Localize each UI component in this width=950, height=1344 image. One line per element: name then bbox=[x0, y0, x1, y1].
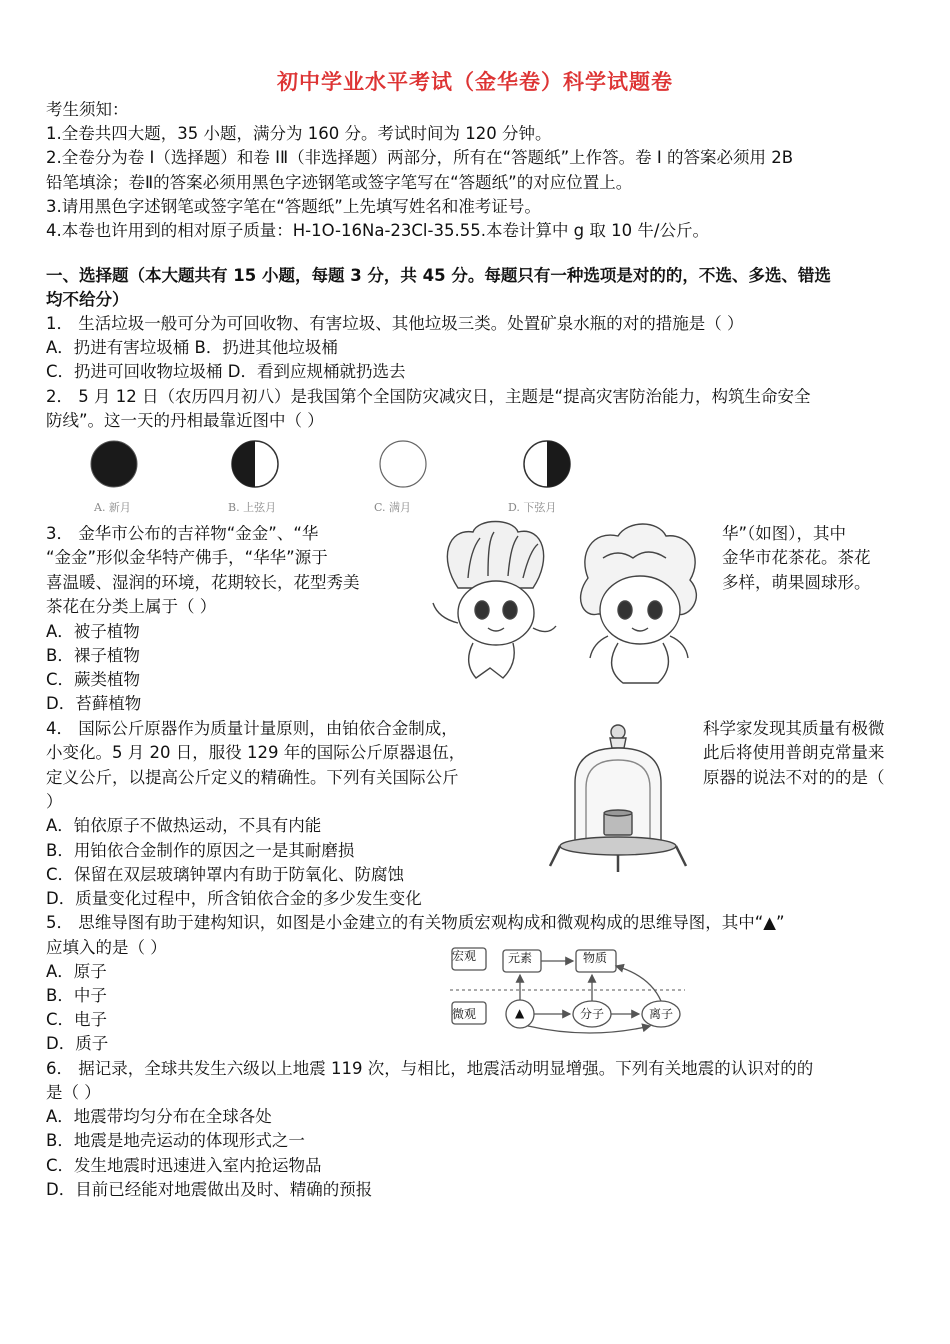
q5-option: A．原子 bbox=[46, 962, 107, 981]
moon-phases-figure bbox=[85, 440, 585, 490]
ion-label: 离子 bbox=[649, 1007, 674, 1021]
notice-line: 3.请用黑色字述钢笔或签字笔在“答题纸”上先填写姓名和准考证号。 bbox=[46, 197, 541, 216]
q1-stem: 1． 生活垃圾一般可分为可回收物、有害垃圾、其他垃圾三类。处置矿泉水瓶的对的措施是（ ） bbox=[46, 314, 744, 333]
new-moon bbox=[91, 441, 137, 487]
macro-label: 宏观 bbox=[452, 949, 477, 963]
notice-heading: 考生须知： bbox=[46, 100, 129, 119]
section-heading: 一、选择题（本大题共有 15 小题，每题 3 分，共 45 分。每题只有一种选项是对的的，不选、多选、错选 bbox=[46, 266, 831, 285]
moon-label: A. 新月 bbox=[94, 501, 131, 514]
q3-option: C．蕨类植物 bbox=[46, 670, 141, 689]
q5-option: D．质子 bbox=[46, 1034, 109, 1053]
q3-option: B．裸子植物 bbox=[46, 646, 140, 665]
micro-label: 微观 bbox=[452, 1007, 477, 1021]
q2-stem: 2． 5 月 12 日（农历四月初八）是我国第个全国防灾减灾日，主题是“提高灾害防治能力，构筑生命安全 bbox=[46, 387, 811, 406]
triangle-label: ▲ bbox=[515, 1006, 525, 1020]
q4-stem: 科学家发现其质量有极微 bbox=[703, 719, 885, 738]
q1-options-cd: C．扔进可回收物垃圾桶 D．看到应规桶就扔选去 bbox=[46, 362, 406, 381]
q2-stem: 防线”。这一天的丹相最靠近图中（ ） bbox=[46, 411, 324, 430]
q6-stem: 6． 据记录，全球共发生六级以上地震 119 次，与相比，地震活动明显增强。下列有关地震的认识对的的 bbox=[46, 1059, 814, 1078]
notice-line: 4.本卷也许用到的相对原子质量：H-1O-16Na-23Cl-35.55.本卷计算中 g 取 10 牛/公斤。 bbox=[46, 221, 709, 240]
q3-option: A．被子植物 bbox=[46, 622, 140, 641]
q4-option: B．用铂依合金制作的原因之一是其耐磨损 bbox=[46, 841, 355, 860]
q3-stem: 3． 金华市公布的吉祥物“金金”、“华 bbox=[46, 524, 319, 543]
q4-option: D．质量变化过程中，所含铂依合金的多少发生变化 bbox=[46, 889, 422, 908]
last-quarter-moon bbox=[524, 441, 570, 487]
q6-option: C．发生地震时迅速进入室内抢运物品 bbox=[46, 1156, 322, 1175]
notice-line: 2.全卷分为卷 I（选择题）和卷 IⅡ（非选择题）两部分，所有在“答题纸”上作答。卷 I 的答案必须用 2B bbox=[46, 148, 794, 167]
moon-label: C. 满月 bbox=[374, 501, 412, 514]
q5-stem: 应填入的是（ ） bbox=[46, 938, 167, 957]
moon-label: B. 上弦月 bbox=[228, 501, 277, 514]
q4-stem: 4． 国际公斤原器作为质量计量原则，由铂依合金制成， bbox=[46, 719, 458, 738]
mascots-illustration bbox=[418, 518, 708, 698]
q5-option: B．中子 bbox=[46, 986, 107, 1005]
q3-stem: 多样，萌果圆球形。 bbox=[722, 573, 871, 592]
q3-stem: “金金”形似金华特产佛手，“华华”源于 bbox=[46, 548, 328, 567]
q3-option: D．苔藓植物 bbox=[46, 694, 142, 713]
jinjin-mascot bbox=[433, 522, 556, 679]
full-moon bbox=[380, 441, 426, 487]
notice-line: 1.全卷共四大题，35 小题，满分为 160 分。考试时间为 120 分钟。 bbox=[46, 124, 552, 143]
q4-option: C．保留在双层玻璃钟罩内有助于防氧化、防腐蚀 bbox=[46, 865, 405, 884]
matter-label: 物质 bbox=[583, 951, 608, 965]
q1-options-ab: A．扔进有害垃圾桶 B．扔进其他垃圾桶 bbox=[46, 338, 338, 357]
q6-option: A．地震带均匀分布在全球各处 bbox=[46, 1107, 272, 1126]
section-heading: 均不给分） bbox=[46, 290, 129, 309]
q6-stem: 是（ ） bbox=[46, 1083, 101, 1102]
q6-option: B．地震是地壳运动的体现形式之一 bbox=[46, 1131, 305, 1150]
molecule-label: 分子 bbox=[580, 1007, 605, 1021]
notice-line: 铅笔填涂；卷Ⅱ的答案必须用黑色字迹钢笔或签字笔写在“答题纸”的对应位置上。 bbox=[46, 173, 633, 192]
q4-stem: 原器的说法不对的的是（ bbox=[703, 768, 885, 787]
kilogram-prototype-figure bbox=[540, 718, 690, 878]
exam-title: 初中学业水平考试（金华卷）科学试题卷 bbox=[277, 70, 673, 94]
huahua-mascot bbox=[581, 524, 697, 683]
moon-label: D. 下弦月 bbox=[508, 501, 557, 514]
element-label: 元素 bbox=[508, 951, 533, 965]
first-quarter-moon bbox=[232, 441, 278, 487]
q4-stem: ） bbox=[46, 792, 63, 811]
q5-stem: 5． 思维导图有助于建构知识，如图是小金建立的有关物质宏观构成和微观构成的思维导图，其中“▲” bbox=[46, 913, 785, 932]
q3-stem: 华”（如图），其中 bbox=[722, 524, 847, 543]
q3-stem: 茶花在分类上属于（ ） bbox=[46, 597, 217, 616]
q4-option: A．铂依原子不做热运动，不具有内能 bbox=[46, 816, 322, 835]
q6-option: D．目前已经能对地震做出及时、精确的预报 bbox=[46, 1180, 373, 1199]
q4-stem: 小变化。5 月 20 日，服役 129 年的国际公斤原器退伍， bbox=[46, 743, 466, 762]
q4-stem: 定义公斤，以提高公斤定义的精确性。下列有关国际公斤 bbox=[46, 768, 459, 787]
q3-stem: 喜温暖、湿润的环境，花期较长，花型秀美 bbox=[46, 573, 360, 592]
mind-map-diagram bbox=[440, 944, 690, 1036]
q5-option: C．电子 bbox=[46, 1010, 108, 1029]
q4-stem: 此后将使用普朗克常量来 bbox=[703, 743, 885, 762]
q3-stem: 金华市花茶花。茶花 bbox=[722, 548, 871, 567]
